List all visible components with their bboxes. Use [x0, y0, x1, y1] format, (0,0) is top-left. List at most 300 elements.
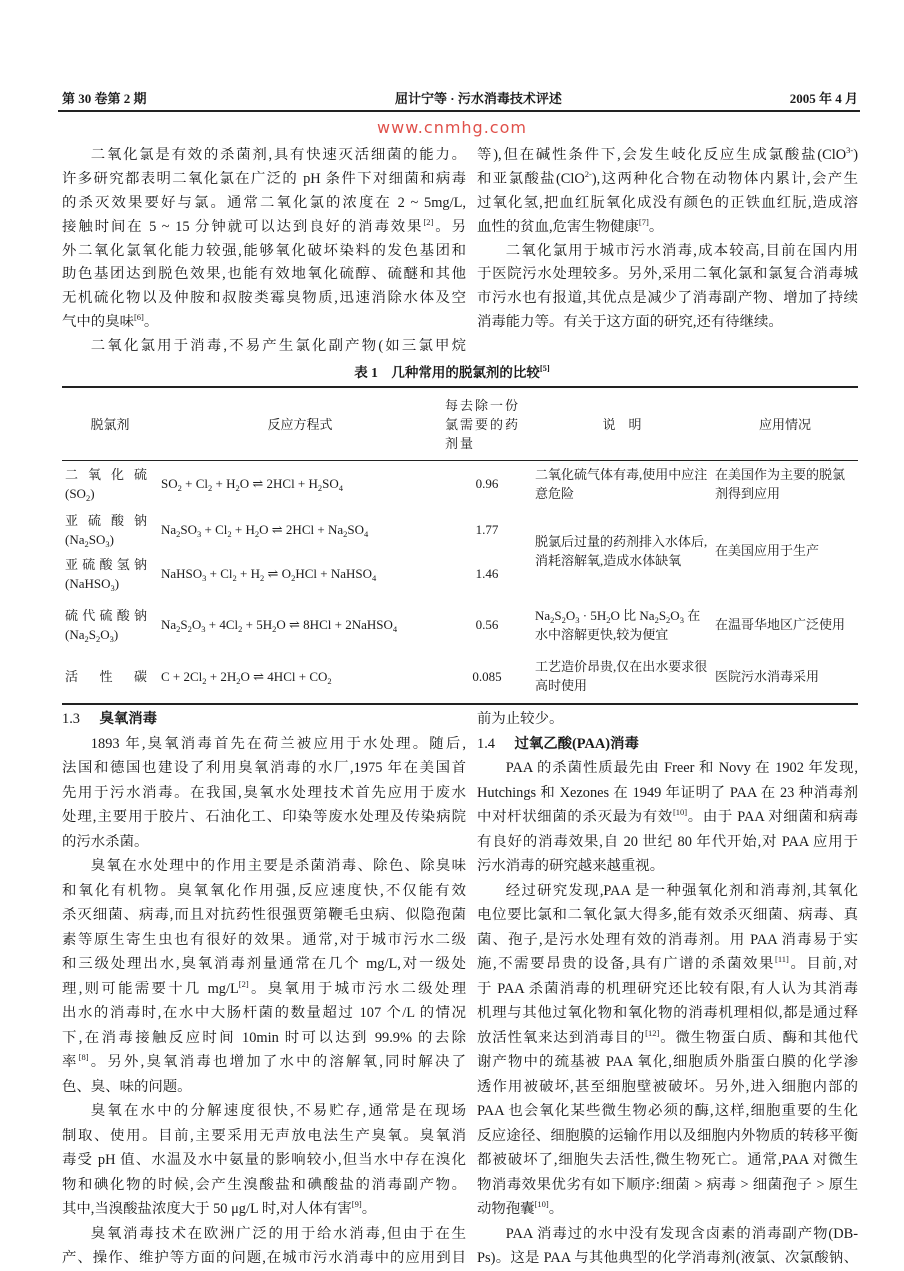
text-line	[477, 168, 858, 192]
agent-cell	[62, 655, 158, 698]
journal-issue: 第 30 卷第 2 期	[62, 91, 147, 106]
superscript: [11]	[775, 954, 789, 964]
subscript: 2	[236, 675, 241, 686]
text-line	[62, 335, 466, 359]
text-segment: 有良好的消毒效果,自 20 世纪 80 年代开始,对 PAA 应用于	[477, 833, 858, 850]
text-line	[62, 216, 466, 240]
subscript: 2	[84, 538, 89, 549]
agent-name: 硫代硫酸钠	[65, 607, 147, 623]
section-number: 1.3	[62, 711, 80, 727]
text-line	[477, 1124, 858, 1149]
header-dose: 每去除一份氯需要的药剂量	[445, 397, 521, 451]
paragraph	[477, 240, 858, 336]
text-segment: 放活性氧来达到消毒目的	[477, 1029, 646, 1046]
subscript: 2	[291, 573, 296, 583]
text-line	[62, 168, 466, 192]
text-line	[62, 1099, 466, 1124]
section-title: 臭氧消毒	[99, 711, 158, 727]
text-line	[62, 1173, 466, 1198]
table-row	[62, 507, 858, 553]
paragraph	[62, 144, 466, 335]
text-segment: O	[670, 607, 680, 623]
paragraph	[477, 707, 858, 732]
text-segment: 臭氧在水中的分解速度很快,不易贮存,通常是在现场	[90, 1103, 466, 1119]
text-segment: 。另	[433, 218, 466, 235]
dose-cell: 0.96	[475, 476, 499, 492]
text-segment: 理,则可能需要十几 mg/L	[62, 980, 239, 997]
text-segment: )	[853, 147, 858, 163]
text-segment: 臭氧在水处理中的作用主要是杀菌消毒、除色、除臭味	[90, 858, 466, 874]
text-segment: 制取、使用。目前,主要采用无声放电法生产臭氧。臭氧消	[62, 1127, 466, 1144]
text-segment: 消毒能力等。有关于这方面的研究,还有待继续。	[477, 314, 783, 331]
paragraph	[62, 1099, 466, 1222]
agent-name: 活性碳	[65, 668, 147, 684]
subscript: 3	[575, 614, 580, 625]
text-segment: 都被破坏了,细胞失去活性,微生物死亡。通常,PAA 对微生	[477, 1152, 858, 1168]
agent-formula	[65, 576, 119, 591]
text-segment: C + 2Cl	[161, 668, 203, 684]
text-segment: PAA 消毒过的水中没有发现含卤素的消毒副产物(DB-	[505, 1225, 858, 1242]
text-segment: S	[554, 607, 562, 623]
agent-cell	[62, 553, 158, 595]
subscript: 2	[176, 624, 181, 634]
text-line	[477, 756, 858, 781]
text-segment: 法国和德国也建设了利用臭氧消毒的水厂,1975 年在美国首	[62, 760, 466, 776]
subscript: 2	[177, 483, 182, 494]
text-segment: 无机硫化物以及仲胺和叔胺类霉臭物质,迅速消除水体及空	[62, 290, 466, 307]
text-segment: · 5H	[579, 607, 607, 623]
text-segment: )	[113, 626, 119, 642]
text-segment: SO	[180, 522, 198, 537]
text-line	[477, 192, 858, 216]
subscript: 2	[238, 624, 243, 634]
superscript: [10]	[672, 807, 688, 817]
text-line	[477, 1197, 858, 1222]
subscript: 2	[666, 614, 671, 625]
text-segment: (SO	[65, 485, 86, 501]
text-segment: 污水消毒的研究越来越重视。	[477, 858, 665, 874]
subscript: 2	[550, 614, 555, 625]
subscript: 2	[254, 529, 260, 539]
text-line	[62, 311, 466, 335]
table-caption	[0, 364, 904, 382]
text-segment: SO	[88, 531, 106, 547]
agent-cell	[62, 461, 158, 507]
equation-cell	[158, 553, 442, 595]
subscript: 3	[197, 529, 202, 539]
text-line	[62, 240, 466, 264]
text-segment: 先用于污水消毒。在我国,臭氧水处理技术首先应用于废水	[62, 784, 466, 801]
note-cell	[532, 461, 712, 507]
text-line	[477, 1173, 858, 1198]
text-segment: 。微生物蛋白质、酶和其他代	[659, 1029, 858, 1046]
text-segment: 杀灭细菌、病毒,而且对抗药性很强贾第鞭毛虫病、似隐孢菌	[62, 907, 466, 923]
superscript: [2]	[423, 216, 434, 227]
text-segment: SO	[161, 476, 178, 492]
header-note: 说 明	[602, 416, 642, 432]
text-segment: 物和碘化物的时候,会产生溴酸盐和碘酸盐的消毒副产物。	[62, 1176, 466, 1193]
text-segment: 许多研究都表明二氧化氯在广泛的 pH 条件下对细菌和病毒	[62, 170, 466, 187]
subscript: 4	[371, 573, 377, 583]
text-line	[477, 805, 858, 830]
subscript: 2	[208, 483, 213, 494]
subscript: 2	[654, 614, 659, 625]
text-segment: 二氧化氯用于消毒,不易产生氯化副产物(如三氯甲烷	[90, 338, 466, 355]
text-line	[62, 192, 466, 216]
text-line	[62, 854, 466, 879]
subscript: 3	[679, 614, 684, 625]
section-number: 1.4	[477, 735, 495, 752]
text-segment: 接触时间在 5 ~ 15 分钟就可以达到良好的消毒效果	[62, 218, 424, 235]
agent-formula	[65, 532, 114, 547]
text-segment: + Cl	[201, 522, 228, 537]
paragraph	[62, 335, 466, 359]
text-segment: SO	[347, 522, 364, 537]
subscript: 2	[85, 492, 91, 503]
text-segment: O 比 Na	[610, 607, 655, 623]
text-segment: O ⇌ 4HCl + CO	[240, 668, 328, 684]
application-cell: 医院污水消毒采用	[715, 668, 820, 684]
text-segment: 的污水杀菌。	[62, 833, 149, 850]
text-segment: + 4Cl	[205, 617, 239, 632]
subscript: 2	[235, 483, 240, 494]
text-line	[62, 1026, 466, 1051]
text-segment: 市污水也有报道,其优点是减少了消毒副产物、增加了持续	[477, 290, 858, 307]
paragraph	[477, 1222, 858, 1271]
text-segment: 等),但在碱性条件下,会发生岐化反应生成氯酸盐(ClO	[477, 147, 847, 163]
subscript: 3	[110, 582, 115, 593]
text-segment: 和亚氯酸盐(ClO	[477, 170, 585, 187]
text-line	[62, 1124, 466, 1149]
text-segment: 下,在消毒接触反应时间 10min 时可以达到 99.9% 的去除	[62, 1029, 466, 1046]
text-segment: 。目前,对	[788, 956, 858, 972]
text-line	[477, 1026, 858, 1051]
text-segment: 工艺造价昂贵,仅在出水要求很高时使用	[535, 659, 708, 693]
subscript: 2	[317, 483, 323, 494]
text-line	[62, 287, 466, 311]
agent-formula	[65, 486, 95, 501]
text-segment: 色、臭、味的问题。	[62, 1078, 192, 1095]
text-segment: Na	[161, 522, 177, 537]
paragraph	[477, 144, 858, 240]
text-segment: 气中的臭味	[62, 314, 134, 331]
text-segment: S	[88, 626, 96, 642]
agent-name: 亚硫酸钠	[65, 512, 147, 528]
equation-cell	[158, 595, 442, 655]
section-title: 过氧乙酸(PAA)消毒	[514, 735, 639, 752]
superscript: 2-	[584, 168, 592, 179]
text-line	[477, 1050, 858, 1075]
equation-cell	[158, 655, 442, 698]
text-segment: O	[565, 607, 576, 623]
subscript: 3	[202, 573, 207, 583]
text-segment: 毒受 pH 值、水温及水中氨量的影响较小,但当水中存在溴化	[62, 1152, 466, 1168]
issue-date: 2005 年 4 月	[789, 91, 858, 106]
application-cell: 在温哥华地区广泛使用	[715, 617, 846, 632]
superscript: [8]	[78, 1052, 89, 1062]
table-title-ref: [5]	[539, 363, 550, 373]
subscript: 2	[84, 633, 89, 644]
text-line	[62, 781, 466, 806]
column-top-right	[477, 144, 858, 335]
subscript: 2	[176, 529, 181, 539]
column-bottom-left	[62, 707, 466, 1271]
text-line	[62, 263, 466, 287]
text-segment: O ⇌ 2HCl + Na	[259, 522, 344, 537]
note-cell	[532, 595, 712, 655]
text-segment: 过氧化氢,把血红朊氧化成没有颜色的正铁血红朊,造成溶	[477, 194, 858, 211]
dechlorination-agents-table	[62, 388, 858, 698]
text-segment: PAA 的杀菌性质最先由 Freer 和 Novy 在 1902 年发现,	[505, 760, 858, 776]
text-line	[62, 1197, 466, 1222]
subscript: 2	[202, 675, 207, 686]
text-line	[477, 263, 858, 287]
text-line	[62, 732, 466, 757]
text-segment: 物消毒效果优劣有如下顺序:细菌 > 病毒 > 细菌孢子 > 原生	[477, 1176, 858, 1193]
dose-cell: 0.56	[475, 617, 499, 632]
text-segment: 前为止较少。	[477, 711, 564, 727]
text-line	[62, 1222, 466, 1247]
agent-cell	[62, 595, 158, 655]
text-segment: 产、操作、维护等方面的问题,在城市污水消毒中的应用到目	[62, 1250, 466, 1266]
superscript: 3-	[846, 145, 854, 155]
text-segment: O	[191, 617, 202, 632]
agent-name: 亚硫酸氢钠	[65, 556, 147, 572]
text-line	[62, 1246, 466, 1271]
paragraph	[477, 756, 858, 879]
text-segment: 和氧化有机物。臭氧氧化作用强,反应速度快,不仅能有效	[62, 882, 466, 899]
agent-cell	[62, 507, 158, 553]
subscript: 2	[272, 624, 277, 634]
text-line	[477, 1222, 858, 1247]
subscript: 2	[606, 614, 611, 625]
text-segment: 经过研究发现,PAA 是一种强氧化剂和消毒剂,其氧化	[505, 882, 858, 899]
text-line	[477, 240, 858, 264]
paragraph	[62, 732, 466, 855]
text-line	[62, 952, 466, 977]
text-segment: )	[90, 485, 95, 501]
application-cell: 在美国作为主要的脱氯剂得到应用	[715, 466, 846, 501]
text-segment: (Na	[65, 531, 85, 547]
header-application: 应用情况	[758, 416, 811, 432]
text-segment: SO	[322, 476, 339, 492]
text-line	[62, 1001, 466, 1026]
dose-cell: 1.46	[475, 566, 499, 581]
agent-name: 二氧化硫	[65, 466, 147, 482]
text-line	[477, 952, 858, 977]
paragraph	[477, 879, 858, 1222]
subscript: 2	[260, 573, 265, 583]
text-segment: S	[180, 617, 188, 632]
text-segment: 二氧化氯是有效的杀菌剂,具有快速灭活细菌的能力。	[90, 147, 466, 163]
dose-cell: 0.085	[472, 668, 502, 684]
subscript: 4	[392, 624, 398, 634]
header-equation: 反应方程式	[267, 416, 333, 432]
text-line	[477, 707, 858, 732]
subscript: 4	[363, 529, 369, 539]
text-line	[477, 216, 858, 240]
superscript: [2]	[238, 978, 249, 989]
text-segment: 助色基团达到脱色效果,也能有效地氧化硫醇、硫醚和其他	[62, 266, 466, 283]
text-segment: 血性的贫血,危害生物健康	[477, 218, 639, 235]
text-line	[477, 1246, 858, 1271]
paragraph	[62, 1222, 466, 1271]
text-line	[477, 781, 858, 806]
equation-cell	[158, 507, 442, 553]
text-segment: 出水的消毒时,在水中大肠杆菌的数量超过 107 个/L 的情况	[62, 1005, 466, 1021]
text-line	[62, 805, 466, 830]
text-segment: 。由于 PAA 对细菌和病毒	[687, 809, 858, 825]
text-segment: 。臭氧用于城市污水二级处理	[248, 980, 466, 997]
text-line	[62, 879, 466, 904]
text-segment: + 5H	[242, 617, 273, 632]
text-segment: 中对杆状细菌的杀灭最为有效	[477, 809, 673, 825]
text-segment: Ps)。这是 PAA 与其他典型的化学消毒剂(液氯、次氯酸钠、	[477, 1250, 858, 1266]
superscript: [9]	[351, 1199, 362, 1209]
text-line	[477, 287, 858, 311]
text-segment: 其中,当溴酸盐浓度大于 50 μg/L 时,对人体有害	[62, 1201, 352, 1217]
text-segment: 。	[548, 1201, 564, 1217]
subscript: 3	[109, 633, 114, 644]
text-segment: 机理与其他过氧化物和氧化物的消毒机理相似,都是通过释	[477, 1005, 858, 1021]
text-line	[62, 928, 466, 953]
table-header-row	[62, 388, 858, 461]
subscript: 2	[561, 614, 566, 625]
text-line	[477, 854, 858, 879]
text-segment: 的杀灭效果要好与氯。通常二氧化氯的浓度在 2 ~ 5mg/L,	[62, 194, 466, 211]
text-line	[477, 1075, 858, 1100]
text-line	[477, 1001, 858, 1026]
text-segment: O ⇌ 8HCl + 2NaHSO	[276, 617, 393, 632]
text-segment: 于医院污水处理较多。另外,采用二氧化氯和氯复合消毒城	[477, 266, 858, 283]
text-segment: 。	[143, 314, 159, 331]
section-heading	[62, 707, 466, 732]
text-segment: + H	[236, 566, 261, 581]
text-line	[477, 879, 858, 904]
text-segment: O ⇌ 2HCl + H	[239, 476, 318, 492]
text-segment: Na	[535, 607, 551, 623]
subscript: 2	[232, 573, 237, 583]
text-segment: 在水中溶解更快,较为便宜	[535, 607, 701, 642]
text-segment: 电位要比氯和二氧化氯大得多,能有效杀灭细菌、病毒、真	[477, 907, 858, 923]
text-segment: Na	[161, 617, 177, 632]
text-line	[477, 311, 858, 335]
text-line	[62, 1050, 466, 1075]
text-segment: S	[658, 607, 667, 623]
note-cell	[532, 655, 712, 698]
text-line	[477, 903, 858, 928]
text-segment: + Cl	[181, 476, 208, 492]
text-segment: 。	[648, 218, 664, 235]
superscript: [6]	[133, 312, 144, 323]
dose-cell: 1.77	[475, 522, 499, 537]
agent-formula	[65, 627, 118, 642]
text-segment: + H	[212, 476, 236, 492]
subscript: 2	[327, 675, 332, 686]
text-segment: 动物孢囊	[477, 1201, 535, 1217]
text-segment: Hutchings 和 Xezones 在 1949 年证明了 PAA 在 23 种消毒剂	[477, 784, 858, 801]
text-segment: PAA 也会氧化某些微生物必须的酶,这样,细胞重要的生化	[477, 1103, 858, 1119]
subscript: 4	[338, 483, 344, 494]
text-line	[62, 977, 466, 1002]
running-title: 屈计宁等 · 污水消毒技术评述	[395, 91, 562, 106]
text-segment: 和三级处理出水,臭氧消毒剂量通常在几个 mg/L,对一级处	[62, 956, 466, 972]
text-segment: 二氧化氯用于城市污水消毒,成本较高,目前在国内用	[505, 242, 858, 259]
superscript: [7]	[638, 216, 649, 227]
text-segment: 施,不需要昂贵的设备,具有广谱的杀菌效果	[477, 956, 776, 972]
subscript: 3	[105, 538, 110, 549]
text-segment: ),这两种化合物在动物体内累计,会产生	[591, 170, 858, 187]
text-line	[477, 144, 858, 168]
table-row	[62, 461, 858, 507]
text-segment: 处理,主要用于胶片、石油化工、印染等废水处理及传染病院	[62, 809, 466, 825]
text-segment: )	[114, 575, 120, 591]
paragraph	[62, 854, 466, 1099]
text-segment: 臭氧消毒技术在欧洲广泛的用于给水消毒,但由于在生	[90, 1225, 466, 1242]
text-segment: )	[109, 531, 114, 547]
superscript: [12]	[645, 1027, 660, 1038]
text-line	[477, 830, 858, 855]
table-title: 表 1 几种常用的脱氯剂的比较	[354, 365, 540, 380]
text-segment: 谢产物中的巯基被 PAA 氧化,细胞质外脂蛋白膜的化学渗	[477, 1054, 858, 1070]
table-row	[62, 595, 858, 655]
watermark: www.cnmhg.com	[377, 118, 527, 137]
subscript: 2	[227, 529, 232, 539]
text-segment: HCl + NaHSO	[295, 566, 372, 581]
text-segment: 率	[62, 1054, 79, 1070]
text-segment: 。	[361, 1201, 377, 1217]
header-rule	[58, 110, 860, 112]
subscript: 2	[95, 633, 101, 644]
application-cell: 在美国应用于生产	[715, 543, 820, 558]
text-segment: 外二氧化氯氧化能力较强,能够氧化破坏染料的发色基团和	[62, 242, 466, 259]
text-line	[62, 903, 466, 928]
text-segment: (Na	[65, 626, 85, 642]
table-row	[62, 655, 858, 698]
text-segment: 素等原生寄生虫也有很好的效果。通常,对于城市污水二级	[62, 931, 466, 948]
header-agent: 脱氯剂	[90, 416, 130, 432]
subscript: 2	[343, 529, 348, 539]
text-segment: NaHSO	[161, 566, 203, 581]
text-line	[62, 756, 466, 781]
text-line	[477, 928, 858, 953]
table-bottom-rule	[62, 703, 858, 705]
text-line	[477, 1099, 858, 1124]
text-segment: ⇌ O	[264, 566, 292, 581]
superscript: [10]	[534, 1199, 549, 1209]
equation-cell	[158, 461, 442, 507]
text-segment: + Cl	[206, 566, 233, 581]
note-cell	[532, 507, 712, 595]
column-top-left	[62, 144, 466, 359]
text-line	[477, 1148, 858, 1173]
text-segment: 1893 年,臭氧消毒首先在荷兰被应用于水处理。随后,	[90, 735, 466, 752]
column-bottom-right	[477, 707, 858, 1271]
text-segment: 脱氯后过量的药剂排入水体后,消耗溶解氧,造成水体缺氧	[535, 533, 708, 568]
text-segment: 反应途径、细胞膜的运输作用以及细胞内外物质的转移平衡	[477, 1127, 858, 1144]
text-line	[62, 830, 466, 855]
text-segment: 菌、孢子,是污水处理有效的消毒剂。用 PAA 消毒易于实	[477, 931, 858, 948]
text-line	[62, 1148, 466, 1173]
text-line	[62, 1075, 466, 1100]
subscript: 3	[201, 624, 206, 634]
text-segment: 于 PAA 杀菌消毒的机理研究还比较有限,有人认为其消毒	[477, 980, 858, 997]
text-segment: 透作用被破坏,甚至细胞壁被破坏。另外,进入细胞内部的	[477, 1078, 858, 1095]
section-heading	[477, 732, 858, 757]
text-line	[62, 144, 466, 168]
text-segment: O	[100, 626, 110, 642]
text-line	[477, 977, 858, 1002]
